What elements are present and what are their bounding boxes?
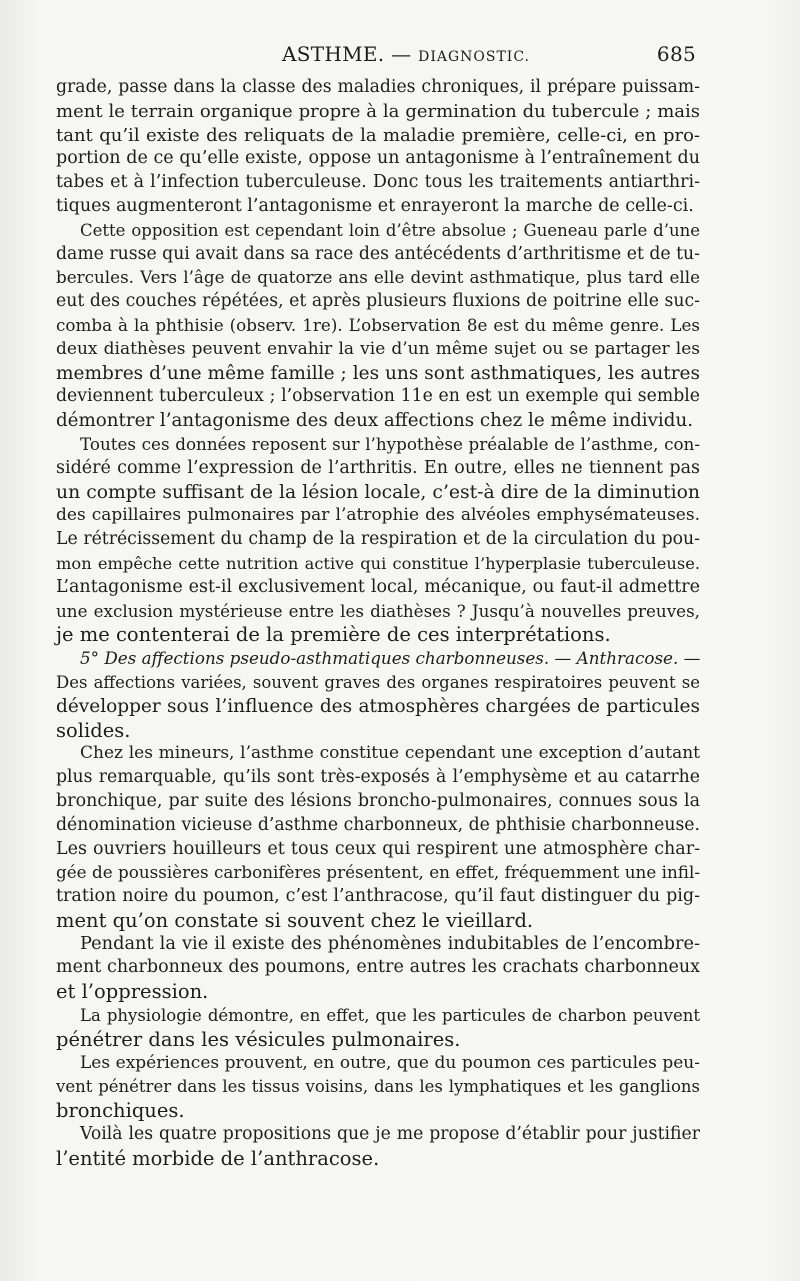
text-line: Les expériences prouvent, en outre, que du poumon ces particules peu-: [80, 1052, 700, 1073]
text-line: démontrer l’antagonisme des deux affections chez le même individu.: [56, 410, 693, 432]
text-line: Chez les mineurs, l’asthme constitue cependant une exception d’autant: [80, 743, 700, 764]
text-line: Les ouvriers houilleurs et tous ceux qui respirent une atmosphère char-: [56, 838, 700, 859]
text-line: comba à la phthisie (observ. 1re). L’observation 8e est du même genre. Les: [56, 314, 700, 335]
text-line: tiques augmenteront l’antagonisme et enrayeront la marche de celle-ci.: [56, 195, 694, 216]
text-line: L’antagonisme est-il exclusivement local, mécanique, ou faut-il admettre: [56, 576, 700, 597]
text-line: vent pénétrer dans les tissus voisins, dans les lymphatiques et les ganglions: [56, 1077, 700, 1097]
running-header: [56, 42, 696, 72]
text-line: plus remarquable, qu’ils sont très-exposés à l’emphysème et au catarrhe: [56, 767, 700, 788]
text-line: un compte suffisant de la lésion locale, c’est-à dire de la diminution: [56, 481, 700, 503]
text-line: grade, passe dans la classe des maladies chroniques, il prépare puissam-: [56, 77, 700, 97]
text-line: Le rétrécissement du champ de la respiration et de la circulation du pou-: [56, 529, 700, 550]
text-line: deviennent tuberculeux ; l’observation 11e en est un exemple qui semble: [56, 386, 700, 407]
text-line: tabes et à l’infection tuberculeuse. Donc tous les traitements antiarthri-: [56, 172, 700, 193]
text-line: l’entité morbide de l’anthracose.: [56, 1146, 380, 1170]
text-line: bercules. Vers l’âge de quatorze ans elle devint asthmatique, plus tard elle: [56, 267, 700, 288]
text-line: solides.: [56, 718, 131, 742]
running-title-main: ASTHME. —: [282, 42, 412, 66]
page-number: 685: [656, 42, 696, 66]
text-line: bronchiques.: [56, 1099, 185, 1123]
text-line: Toutes ces données reposent sur l’hypothèse préalable de l’asthme, con-: [80, 433, 700, 454]
text-line: tant qu’il existe des reliquats de la maladie première, celle-ci, en pro-: [56, 124, 700, 146]
text-line: je me contenterai de la première de ces interprétations.: [56, 623, 611, 647]
text-line: Des affections variées, souvent graves des organes respiratoires peuvent se: [56, 672, 700, 692]
section-heading-line: 5° Des affections pseudo-asthmatiques charbonneuses. — Anthracose. —: [80, 648, 701, 669]
text-line: dame russe qui avait dans sa race des antécédents d’arthritisme et de tu-: [56, 243, 700, 264]
text-line: Pendant la vie il existe des phénomènes indubitables de l’encombre-: [80, 933, 700, 954]
text-line: eut des couches répétées, et après plusieurs fluxions de poitrine elle suc-: [56, 291, 700, 312]
text-line: des capillaires pulmonaires par l’atrophie des alvéoles emphysémateuses.: [56, 505, 700, 526]
text-line: tration noire du poumon, c’est l’anthracose, qu’il faut distinguer du pig-: [56, 886, 700, 907]
text-line: sidéré comme l’expression de l’arthritis. En outre, elles ne tiennent pas: [56, 457, 700, 478]
body-text: [56, 76, 700, 1171]
text-line: Cette opposition est cependant loin d’être absolue ; Gueneau parle d’une: [80, 220, 700, 240]
text-line: mon empêche cette nutrition active qui constitue l’hyperplasie tuberculeuse.: [56, 553, 700, 573]
text-line: dénomination vicieuse d’asthme charbonneux, de phthisie charbonneuse.: [56, 814, 700, 835]
text-line: une exclusion mystérieuse entre les diathèses ? Jusqu’à nouvelles preuves,: [56, 600, 700, 621]
text-line: développer sous l’influence des atmosphères chargées de particules: [56, 695, 700, 717]
text-line: ment le terrain organique propre à la germination du tubercule ; mais: [56, 100, 700, 122]
text-line: portion de ce qu’elle existe, oppose un antagonisme à l’entraînement du: [56, 148, 700, 169]
text-line: pénétrer dans les vésicules pulmonaires.: [56, 1027, 461, 1051]
text-line: ment charbonneux des poumons, entre autres les crachats charbonneux: [56, 957, 700, 978]
text-line: ment qu’on constate si souvent chez le vieillard.: [56, 908, 534, 932]
text-line: gée de poussières carbonifères présentent, en effet, fréquemment une infil-: [56, 862, 700, 883]
running-title: [282, 42, 530, 66]
text-line: bronchique, par suite des lésions broncho-pulmonaires, connues sous la: [56, 790, 700, 811]
text-line: Voilà les quatre propositions que je me propose d’établir pour justifier: [80, 1124, 700, 1145]
text-line: La physiologie démontre, en effet, que les particules de charbon peuvent: [80, 1006, 700, 1026]
text-line: deux diathèses peuvent envahir la vie d’un même sujet ou se partager les: [56, 338, 700, 359]
text-line: et l’oppression.: [56, 980, 209, 1004]
running-title-section: DIAGNOSTIC.: [418, 49, 530, 65]
text-line: membres d’une même famille ; les uns sont asthmatiques, les autres: [56, 362, 700, 384]
